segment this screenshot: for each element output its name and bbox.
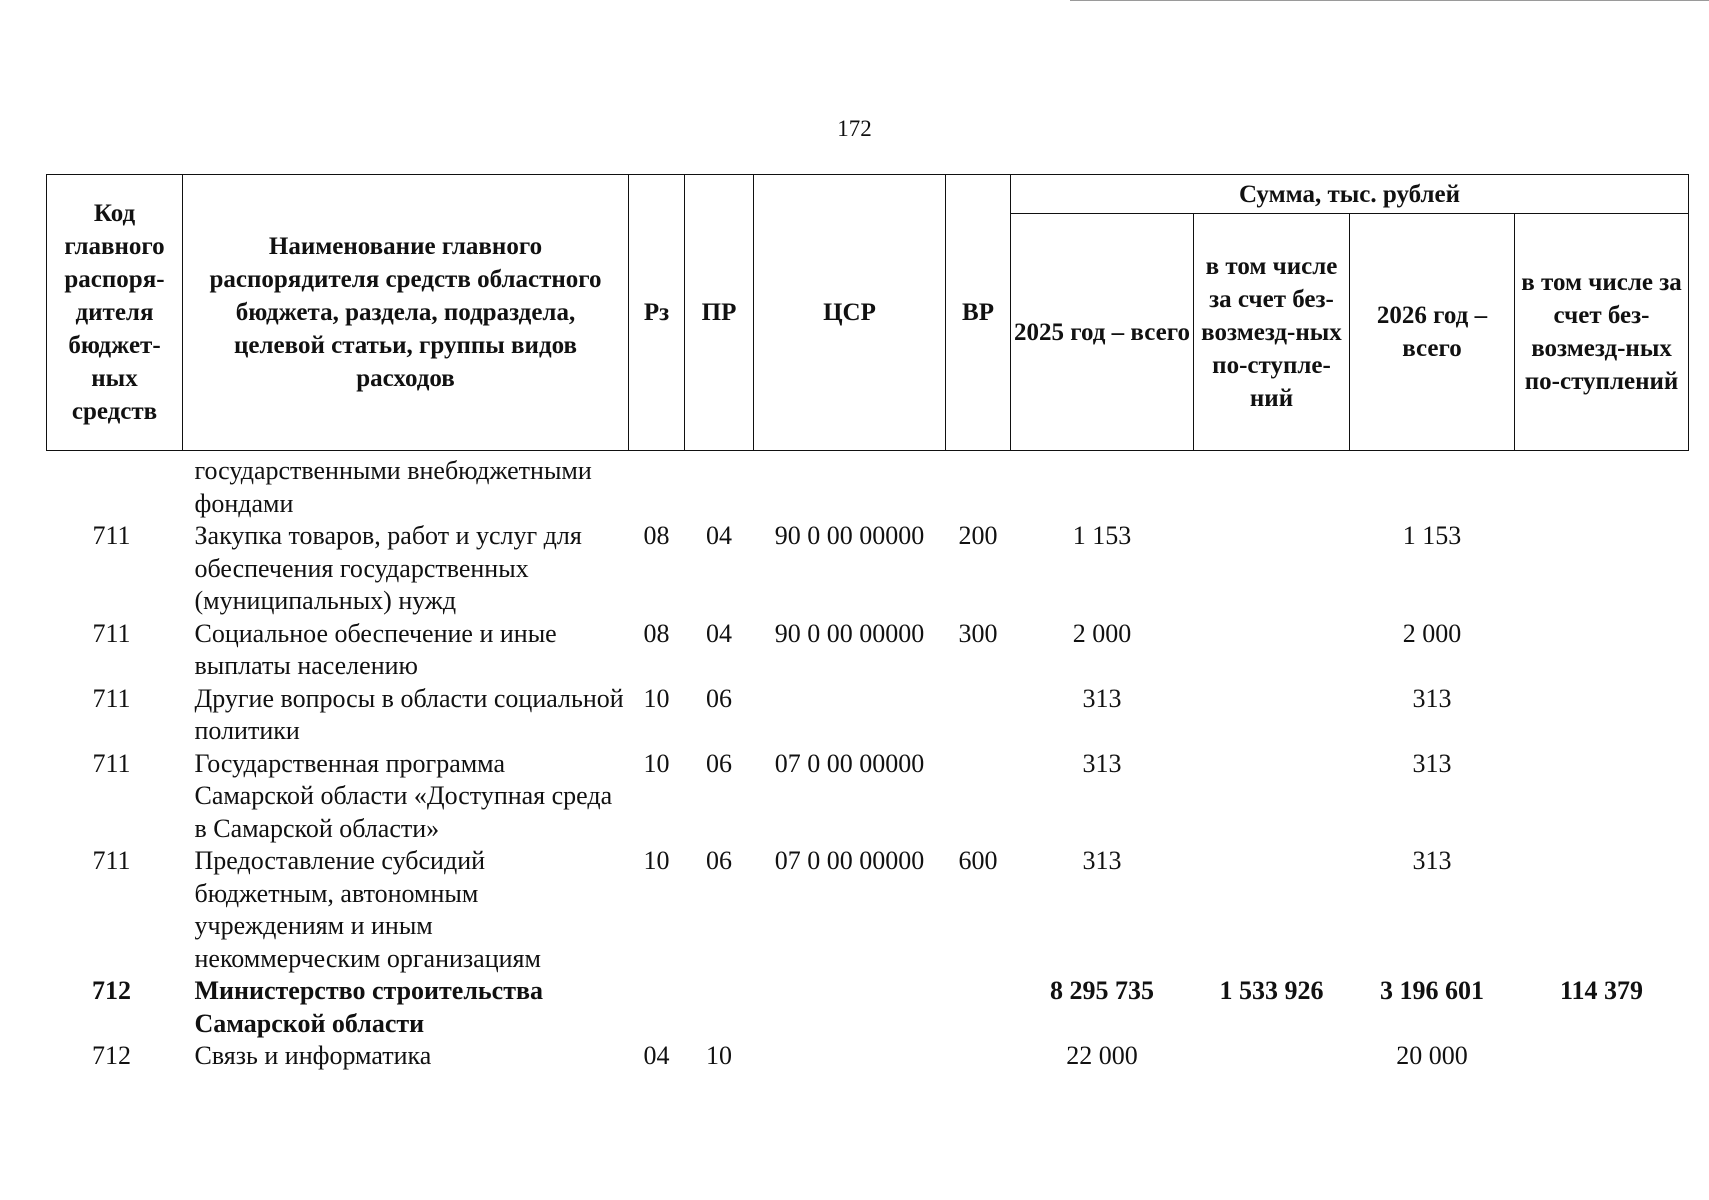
cell-rz: 04	[643, 1041, 670, 1070]
cell-2026-total: 3 196 601	[1380, 976, 1484, 1005]
header-pr: ПР	[685, 175, 754, 451]
header-code: Код главного распоря-дителя бюджет-ных средств	[47, 175, 183, 451]
cell-vr: 200	[958, 521, 998, 550]
cell-2026-free: 114 379	[1559, 976, 1644, 1005]
table-row	[47, 845, 1689, 975]
table-body	[47, 451, 1689, 1073]
cell-2026-free	[1515, 1040, 1689, 1073]
cell-2025-free	[1194, 683, 1350, 748]
cell-vr	[946, 451, 1011, 521]
cell-2025-total: 2 000	[1072, 618, 1132, 648]
cell-2026-total: 1 153	[1402, 521, 1462, 550]
cell-2026-total: 2 000	[1402, 618, 1462, 648]
cell-2025-free	[1194, 618, 1350, 683]
cell-vr	[946, 975, 1011, 1040]
table-row	[47, 520, 1689, 618]
cell-pr	[685, 975, 754, 1040]
cell-name: Социальное обеспечение и иные выплаты населению	[194, 618, 557, 680]
cell-name: Предоставление субсидий бюджетным, автономным учреждениям и иным некоммерческим организациям	[194, 846, 541, 973]
cell-code	[47, 451, 183, 521]
cell-2025-total: 22 000	[1066, 1041, 1138, 1070]
cell-2026-total: 313	[1412, 846, 1452, 875]
cell-2026-free	[1515, 451, 1689, 521]
cell-vr	[946, 683, 1011, 748]
cell-rz: 08	[643, 618, 670, 648]
cell-2025-free: 1 533 926	[1219, 976, 1324, 1005]
cell-pr: 10	[706, 1041, 732, 1070]
header-2026-free: в том числе за счет без-возмезд-ных по-ступлений	[1515, 214, 1689, 451]
cell-csr: 90 0 00 00000	[774, 521, 925, 550]
cell-name: Другие вопросы в области социальной политики	[194, 683, 624, 745]
cell-csr	[754, 451, 946, 521]
cell-csr	[754, 1040, 946, 1073]
cell-2026-total: 313	[1412, 683, 1452, 713]
cell-2025-total: 1 153	[1072, 521, 1132, 550]
cell-code: 711	[92, 683, 131, 713]
cell-code: 711	[92, 618, 131, 648]
cell-2025-free	[1194, 451, 1350, 521]
cell-pr	[685, 451, 754, 521]
budget-table	[46, 174, 1689, 1073]
cell-pr: 06	[706, 748, 732, 778]
cell-2026-total	[1350, 451, 1515, 521]
table-row	[47, 975, 1689, 1040]
cell-csr: 07 0 00 00000	[774, 748, 925, 778]
cell-2025-total: 313	[1082, 846, 1122, 875]
cell-2026-total: 20 000	[1396, 1041, 1468, 1070]
cell-vr	[946, 748, 1011, 846]
cell-rz: 10	[643, 683, 670, 713]
cell-vr: 300	[958, 618, 998, 648]
table-row	[47, 618, 1689, 683]
header-2026-total: 2026 год – всего	[1350, 214, 1515, 451]
cell-rz	[629, 975, 685, 1040]
cell-2026-free	[1515, 683, 1689, 748]
cell-2026-free	[1515, 845, 1689, 975]
cell-2026-free	[1515, 748, 1689, 846]
header-csr: ЦСР	[754, 175, 946, 451]
cell-name: Закупка товаров, работ и услуг для обеспечения государственных (муниципальных) нужд	[194, 521, 582, 615]
table-row	[47, 748, 1689, 846]
cell-vr	[946, 1040, 1011, 1073]
cell-2025-total: 313	[1082, 748, 1122, 778]
cell-name: государственными внебюджетными фондами	[194, 456, 592, 518]
cell-pr: 04	[706, 521, 732, 550]
table-header	[47, 175, 1689, 451]
cell-csr	[754, 975, 946, 1040]
table-row	[47, 683, 1689, 748]
cell-csr: 07 0 00 00000	[774, 846, 925, 875]
cell-2026-free	[1515, 618, 1689, 683]
cell-2025-total: 8 295 735	[1050, 976, 1154, 1005]
cell-2025-free	[1194, 1040, 1350, 1073]
cell-code: 711	[92, 846, 131, 875]
cell-pr: 06	[706, 846, 732, 875]
cell-2025-total: 313	[1082, 683, 1122, 713]
cell-code: 712	[92, 1041, 131, 1070]
cell-2025-total	[1011, 451, 1194, 521]
cell-name: Министерство строительства Самарской области	[194, 976, 544, 1038]
cell-csr: 90 0 00 00000	[774, 618, 925, 648]
cell-rz: 10	[643, 846, 670, 875]
header-sum: Сумма, тыс. рублей	[1011, 175, 1689, 214]
cell-code: 712	[92, 976, 131, 1005]
table-row	[47, 1040, 1689, 1073]
cell-rz: 08	[643, 521, 670, 550]
header-2025-total: 2025 год – всего	[1011, 214, 1194, 451]
cell-pr: 04	[706, 618, 732, 648]
cell-2025-free	[1194, 748, 1350, 846]
cell-2025-free	[1194, 845, 1350, 975]
header-rz: Рз	[629, 175, 685, 451]
cell-rz: 10	[643, 748, 670, 778]
cell-name: Государственная программа Самарской области «Доступная среда в Самарской области»	[194, 748, 613, 843]
cell-csr	[754, 683, 946, 748]
table-row	[47, 451, 1689, 521]
header-2025-free: в том числе за счет без-возмезд-ных по-ступле-ний	[1194, 214, 1350, 451]
cell-code: 711	[92, 521, 131, 550]
cell-code: 711	[92, 748, 131, 778]
cell-vr: 600	[958, 846, 998, 875]
header-name: Наименование главного распорядителя средств областного бюджета, раздела, подраздела, целевой статьи, группы видов расходов	[183, 175, 629, 451]
cell-pr: 06	[706, 683, 732, 713]
cell-rz	[629, 451, 685, 521]
page-number: 172	[837, 116, 872, 141]
cell-2026-total: 313	[1412, 748, 1452, 778]
cell-2026-free	[1515, 520, 1689, 618]
cell-2025-free	[1194, 520, 1350, 618]
header-vr: ВР	[946, 175, 1011, 451]
cell-name: Связь и информатика	[194, 1041, 432, 1070]
top-rule	[1070, 0, 1709, 1]
